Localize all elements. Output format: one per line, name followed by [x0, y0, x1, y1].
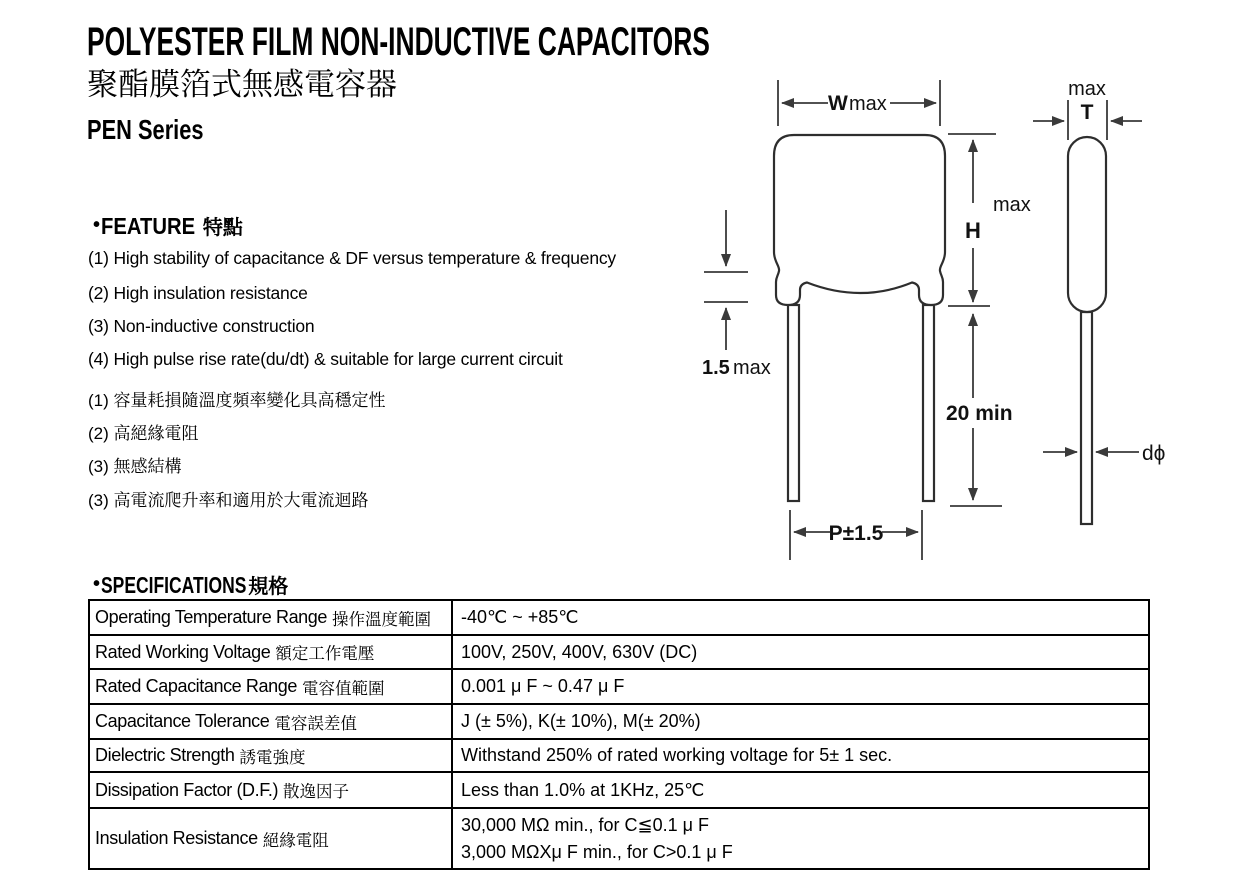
- spec-label-en: Dielectric Strength: [95, 745, 235, 765]
- bullet-icon: •: [93, 214, 101, 236]
- spec-label: [90, 705, 453, 738]
- spec-value-text: -40℃ ~ +85℃: [461, 607, 579, 628]
- capacitor-side-body: [1068, 137, 1106, 312]
- spec-value: [453, 601, 1148, 634]
- item-text: 高電流爬升率和適用於大電流迴路: [113, 491, 369, 510]
- lead-length-label: 20 min: [946, 402, 1013, 425]
- spec-value-text: Less than 1.0% at 1KHz, 25℃: [461, 779, 705, 800]
- spec-label-zh: 電容值範圍: [301, 678, 385, 698]
- spec-value: [453, 670, 1148, 703]
- feature-item-en-2: (2) High insulation resistance: [88, 283, 308, 303]
- table-row: [90, 773, 1148, 809]
- side-lead: [1081, 312, 1092, 524]
- spec-label: [90, 636, 453, 668]
- feature-item-zh-2: [88, 419, 199, 444]
- item-number: (1): [88, 391, 109, 410]
- specifications-heading: [93, 570, 288, 599]
- table-row: [90, 601, 1148, 636]
- diagram-svg: [690, 60, 1180, 570]
- width-label: max: [849, 93, 887, 115]
- standoff-label-bold: 1.5: [702, 357, 730, 379]
- spec-label-en: Insulation Resistance: [95, 828, 258, 848]
- specifications-table: [88, 599, 1150, 870]
- page-title-chinese: 聚酯膜箔式無感電容器: [87, 67, 397, 102]
- spec-label: [90, 809, 453, 868]
- item-text: 高絕緣電阻: [113, 424, 199, 443]
- spec-label: [90, 740, 453, 771]
- specifications-heading-en: SPECIFICATIONS: [101, 572, 247, 598]
- table-row: [90, 809, 1148, 868]
- item-number: (3): [88, 491, 109, 510]
- height-label-bold: H: [965, 218, 981, 243]
- spec-label-en: Rated Working Voltage: [95, 641, 271, 662]
- spec-value-line2: 3,000 MΩXμ F min., for C>0.1 μ F: [461, 841, 733, 862]
- spec-label-en: Operating Temperature Range: [95, 607, 328, 627]
- table-row: [90, 705, 1148, 740]
- feature-item-zh-3: [88, 452, 182, 477]
- item-text: 容量耗損隨溫度頻率變化具高穩定性: [113, 391, 386, 410]
- spec-label-en: Dissipation Factor (D.F.): [95, 779, 279, 800]
- feature-item-en-1: (1) High stability of capacitance & DF versus temperature & frequency: [88, 248, 616, 268]
- spec-value-text: J (± 5%), K(± 10%), M(± 20%): [461, 711, 701, 732]
- series-name: PEN Series: [87, 114, 204, 145]
- spec-label-zh: 絕緣電阻: [262, 830, 329, 850]
- bullet-icon: •: [93, 573, 101, 595]
- spec-value: [453, 705, 1148, 738]
- width-label-bold: W: [828, 92, 848, 115]
- front-lead-right: [923, 305, 934, 501]
- spec-label-zh: 額定工作電壓: [275, 644, 375, 663]
- feature-item-zh-4: [88, 486, 369, 511]
- height-label: max: [993, 194, 1031, 216]
- spec-label-zh: 操作溫度範圍: [332, 609, 432, 629]
- lead-diameter-label: dϕ: [1142, 442, 1166, 465]
- spec-label-zh: 誘電強度: [239, 747, 306, 767]
- feature-heading-en: FEATURE: [101, 213, 196, 239]
- spec-label-en: Rated Capacitance Range: [95, 676, 297, 696]
- table-row: [90, 740, 1148, 773]
- spec-value-text: Withstand 250% of rated working voltage for 5± 1 sec.: [461, 745, 893, 766]
- front-lead-left: [788, 305, 799, 501]
- standoff-label: max: [733, 357, 771, 379]
- feature-item-zh-1: [88, 386, 386, 411]
- specifications-heading-zh: 規格: [248, 576, 289, 598]
- spec-value-text: 0.001 μ F ~ 0.47 μ F: [461, 676, 625, 697]
- thickness-label: max: [1068, 78, 1106, 100]
- spec-value: [453, 809, 1148, 868]
- pitch-label: P±1.5: [828, 522, 884, 545]
- spec-label-zh: 散逸因子: [283, 782, 350, 801]
- thickness-label-bold: T: [1080, 101, 1094, 124]
- page-title: POLYESTER FILM NON-INDUCTIVE CAPACITORS: [87, 20, 710, 64]
- spec-label-en: Capacitance Tolerance: [95, 711, 270, 731]
- capacitor-dimension-diagram: [690, 60, 1180, 570]
- spec-label: [90, 601, 453, 634]
- feature-item-en-4: (4) High pulse rise rate(du/dt) & suitable for large current circuit: [88, 349, 563, 369]
- spec-value-text: 100V, 250V, 400V, 630V (DC): [461, 641, 698, 662]
- feature-heading-zh: 特點: [202, 217, 243, 239]
- table-row: [90, 636, 1148, 670]
- feature-item-en-3: (3) Non-inductive construction: [88, 316, 315, 336]
- item-text: 無感結構: [113, 457, 182, 476]
- capacitor-front-body: [774, 135, 945, 305]
- spec-label: [90, 670, 453, 703]
- spec-value: [453, 636, 1148, 668]
- item-number: (3): [88, 457, 109, 476]
- spec-label-zh: 電容誤差值: [274, 713, 357, 733]
- spec-label: [90, 773, 453, 807]
- spec-value-line1: 30,000 MΩ min., for C≦0.1 μ F: [461, 815, 709, 836]
- item-number: (2): [88, 424, 109, 443]
- spec-value: [453, 773, 1148, 807]
- spec-value: [453, 740, 1148, 771]
- table-row: [90, 670, 1148, 705]
- feature-heading: [93, 211, 243, 240]
